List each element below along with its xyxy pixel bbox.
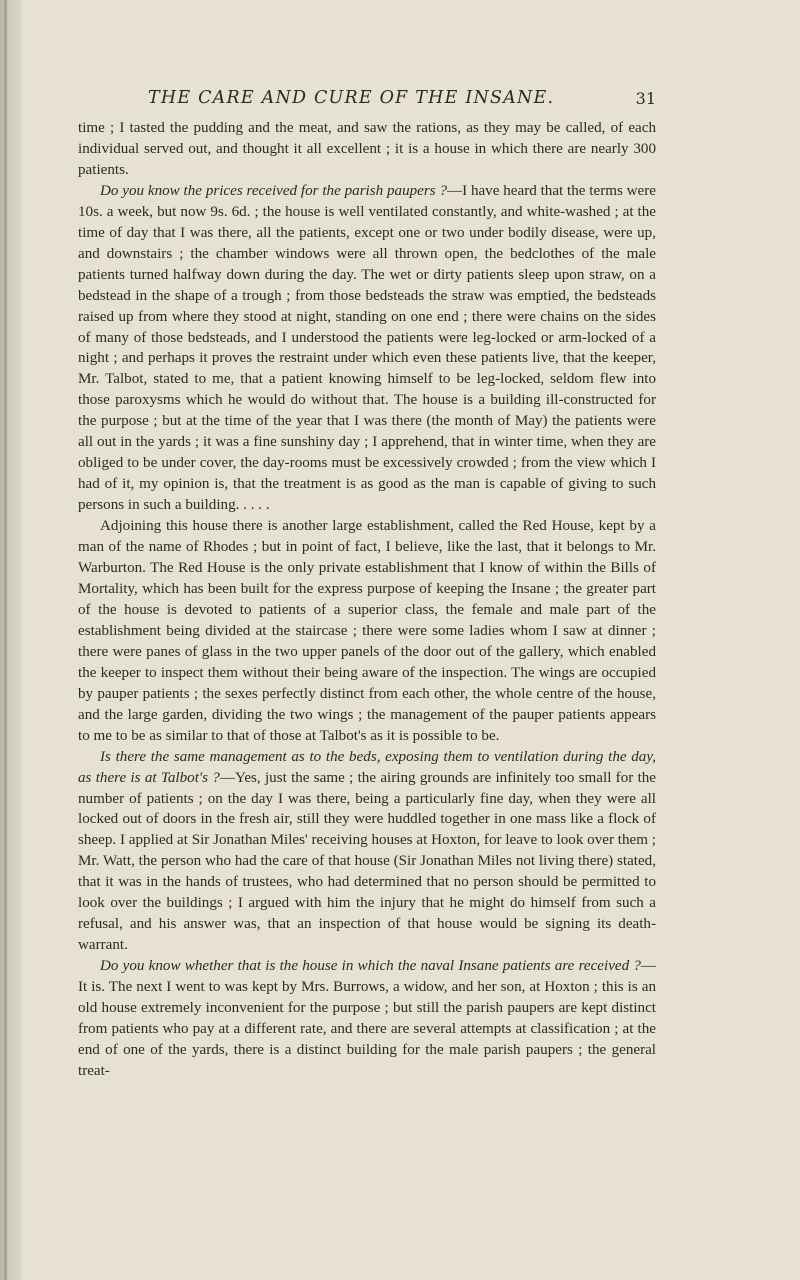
page-number: 31 xyxy=(635,89,656,108)
answer-text: —I have heard that the terms were 10s. a week, but now 9s. 6d. ; the house is well ventilated constantly, and white-washed ; at the time of day that I was there, all the patients, except one or two under bodily disease, were up, and downstairs ; the chamber windows were all thrown open, the bedclothes of the male patients turned halfway down during the day. The wet or dirty patients sleep upon straw, on a bedstead in the shape of a trough ; from those bedsteads the straw was emptied, the bedsteads raised up from where they stood at night, standing on one end ; there were chains on the sides of many of those bedsteads, and I understood the patients were leg-locked or arm-locked of a night ; and perhaps it proves the restraint under which even these patients live, that the keeper, Mr. Talbot, stated to me, that a patient knowing himself to be leg-locked, seldom flew into those paroxysms which he would do without that. The house is a building ill-constructed for the purpose ; but at the time of the year that I was there (the month of May) the patients were all out in the yards ; it was a fine sunshiny day ; I apprehend, that in winter time, when they are obliged to be under cover, the day-rooms must be excessively crowded ; from the view which I had of it, my opinion is, that the treatment is as good as the man is capable of giving to such persons in such a building. . . . . xyxy=(78,182,656,514)
paragraph xyxy=(78,516,656,746)
book-page xyxy=(78,86,656,1082)
paragraph-text: time ; I tasted the pudding and the meat, and saw the rations, as they may be called, of each individual served out, and thought it all excellent ; it is a house in which there are nearly 300 patients. xyxy=(78,120,656,178)
paragraph xyxy=(78,181,656,516)
question-text: Is there the same management as to the beds, exposing them to ventilation during the day, as there is at Talbot's ? xyxy=(78,748,656,786)
running-title: THE CARE AND CURE OF THE INSANE. xyxy=(148,88,555,108)
book-spine-edge xyxy=(0,0,22,1280)
answer-text: —It is. The next I went to was kept by Mrs. Burrows, a widow, and her son, at Hoxton ; this is an old house extremely inconvenient for the purpose ; but still the parish paupers are kept distinct from patients who pay at a different rate, and there are several attempts at classification ; at the end of one of the yards, there is a distinct building for the male parish paupers ; the general treat- xyxy=(78,958,656,1079)
answer-text: —Yes, just the same ; the airing grounds are infinitely too small for the number of patients ; on the day I was there, being a particularly fine day, when they were all locked out of doors in the fresh air, still they were huddled together in one mass like a flock of sheep. I applied at Sir Jonathan Miles' receiving houses at Hoxton, for leave to look over them ; Mr. Watt, the person who had the care of that house (Sir Jonathan Miles not living there) stated, that it was in the hands of trustees, who had determined that no person should be permitted to look over the buildings ; I argued with him the injury that he might do himself from such a refusal, and his answer was, that an inspection of that house would be signing its death-warrant. xyxy=(78,769,657,954)
body-text xyxy=(78,118,656,1082)
running-header xyxy=(78,86,656,118)
paragraph xyxy=(78,956,656,1082)
question-text: Do you know the prices received for the parish paupers ? xyxy=(100,182,447,199)
paragraph xyxy=(78,118,656,181)
paragraph-text: Adjoining this house there is another large establishment, called the Red House, kept by a man of the name of Rhodes ; but in point of fact, I believe, like the last, that it belongs to Mr. Warburton. The Red House is the only private establishment that I know of within the Bills of Mortality, which has been built for the express purpose of keeping the Insane ; the greater part of the house is devoted to patients of a superior class, the female and male part of the establishment being divided at the staircase ; there were some ladies whom I saw at dinner ; there were panes of glass in the two upper panels of the door out of the gallery, which enabled the keeper to inspect them without their being aware of the inspection. The wings are occupied by pauper patients ; the sexes perfectly distinct from each other, the whole centre of the house, and the large garden, dividing the two wings ; the management of the pauper patients appears to me to be as similar to that of those at Talbot's as it is possible to be. xyxy=(78,518,656,744)
paragraph xyxy=(78,747,656,957)
question-text: Do you know whether that is the house in which the naval Insane patients are received ? xyxy=(100,958,641,975)
